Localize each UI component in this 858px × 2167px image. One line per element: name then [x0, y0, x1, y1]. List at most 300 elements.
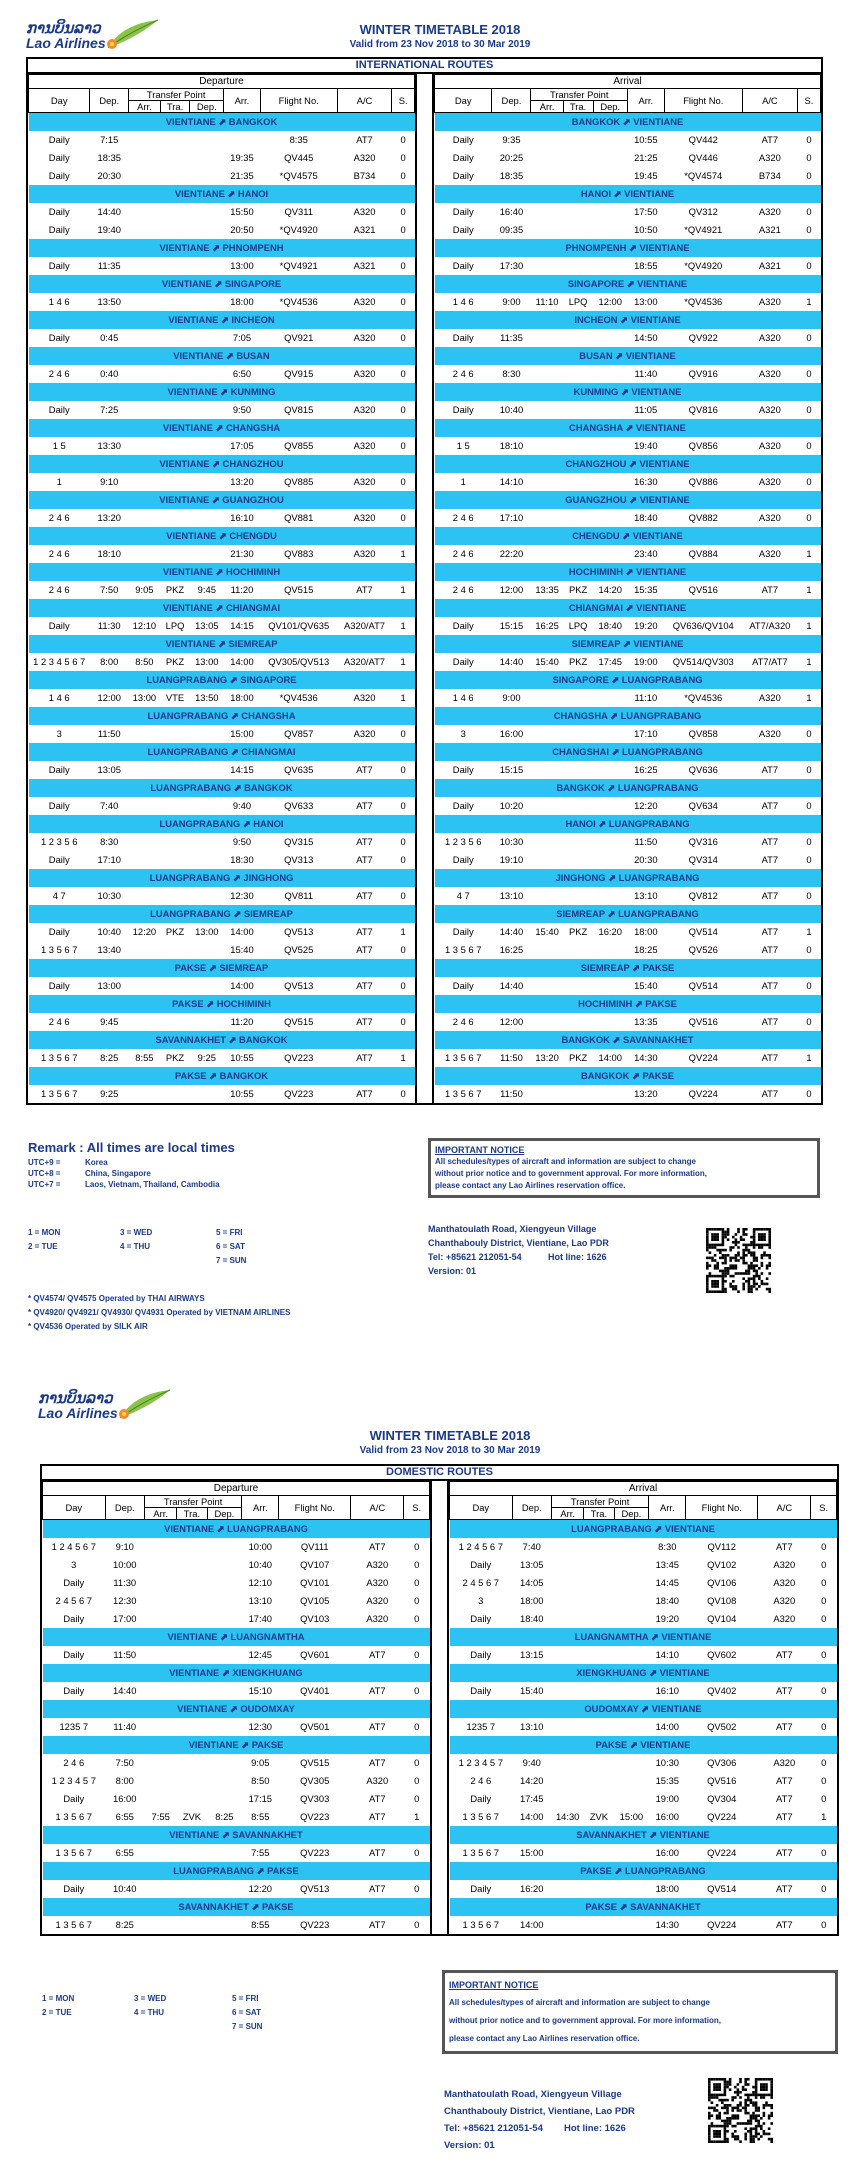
domestic-heading: DOMESTIC ROUTES — [42, 1466, 837, 1481]
cell-transfer-arr — [531, 365, 563, 383]
cell-transfer-point — [177, 1574, 207, 1592]
cell-arr: 9:50 — [232, 404, 252, 415]
col-transfer-arr: Arr. — [129, 101, 161, 113]
flight-row — [435, 887, 821, 905]
cell-arr: 13:20 — [634, 1088, 658, 1099]
cell-transfer-dep — [190, 149, 224, 167]
cell-transfer-dep: 12:00 — [598, 296, 622, 307]
cell-arr: 9:40 — [232, 800, 252, 811]
cell-arr: 12:30 — [230, 890, 254, 901]
col-transfer-dep: Dep. — [207, 1508, 242, 1520]
cell-arr: 6:50 — [232, 368, 252, 379]
cell-aircraft: AT7 — [761, 134, 779, 145]
cell-aircraft: A320 — [353, 296, 376, 307]
cell-flight-no: QV515 — [284, 1016, 314, 1027]
cell-dep: 16:00 — [499, 728, 524, 739]
cell-arr: 18:00 — [634, 926, 658, 937]
cell-dep: 12:00 — [499, 584, 524, 595]
cell-dep: 14:40 — [499, 926, 524, 937]
cell-transfer-point — [563, 725, 593, 743]
cell-arr: 10:00 — [248, 1541, 273, 1552]
flight-row — [29, 437, 415, 455]
dom-departure-body — [43, 1520, 430, 1934]
cell-transfer-point — [177, 1610, 207, 1628]
cell-dep: 11:50 — [97, 728, 121, 739]
cell-arr: 18:40 — [655, 1595, 680, 1606]
cell-day: 2 4 6 — [452, 584, 474, 595]
cell-stops: 0 — [414, 1613, 420, 1624]
cell-day: 2 4 6 — [48, 584, 70, 595]
cell-dep: 0:40 — [100, 368, 119, 379]
cell-flight-no: QV315 — [284, 836, 314, 847]
cell-transfer-arr — [129, 257, 161, 275]
cell-transfer-dep — [190, 833, 224, 851]
cell-aircraft: AT7 — [776, 1685, 793, 1696]
logo-lao-script: ການບິນລາວ — [38, 1389, 113, 1407]
dom-departure-half — [42, 1481, 432, 1934]
timetable-title — [300, 1428, 600, 1456]
address-block — [428, 1222, 688, 1278]
cell-flight-no: QV858 — [688, 728, 718, 739]
cell-arr: 14:45 — [655, 1577, 680, 1588]
cell-transfer-arr — [531, 473, 563, 491]
cell-aircraft: A320 — [366, 1577, 389, 1588]
cell-arr: 14:15 — [230, 620, 254, 631]
cell-transfer-arr — [129, 131, 161, 149]
flight-row — [435, 797, 821, 815]
cell-transfer-point — [584, 1682, 614, 1700]
cell-transfer-arr — [129, 329, 161, 347]
cell-transfer-arr — [531, 977, 563, 995]
cell-flight-no: QV602 — [707, 1649, 737, 1660]
cell-dep: 17:45 — [520, 1793, 544, 1804]
flight-row — [29, 725, 415, 743]
cell-arr: 10:50 — [634, 224, 658, 235]
cell-transfer-arr — [551, 1754, 583, 1772]
cell-day: 3 — [460, 728, 466, 739]
cell-transfer-point — [160, 365, 190, 383]
route-header-row — [29, 563, 415, 581]
cell-transfer-arr — [531, 401, 563, 419]
cell-arr: 14:50 — [634, 332, 658, 343]
cell-dep: 14:00 — [520, 1919, 544, 1930]
col-transfer-dep: Dep. — [593, 101, 627, 113]
col-ac: A/C — [351, 1496, 404, 1520]
cell-aircraft: AT7 — [776, 1847, 793, 1858]
cell-flight-no: *QV4921 — [684, 224, 723, 235]
route-header-row — [435, 743, 821, 761]
route-name: VIENTIANE ⬈ CHIANGMAI — [29, 599, 415, 617]
cell-transfer-dep: 9:25 — [197, 1052, 216, 1063]
cell-transfer-arr — [144, 1538, 176, 1556]
cell-transfer-dep — [190, 725, 224, 743]
cell-transfer-arr — [531, 329, 563, 347]
cell-day: Daily — [452, 404, 474, 415]
cell-dep: 22:20 — [499, 548, 524, 559]
cell-day: 1 3 5 6 7 — [55, 1811, 93, 1822]
cell-transfer-dep — [614, 1844, 649, 1862]
logo-lao-script: ການບິນລາວ — [26, 19, 101, 37]
cell-stops: 0 — [400, 368, 406, 379]
flight-row — [450, 1610, 837, 1628]
cell-stops: 0 — [806, 134, 812, 145]
utc-countries: Laos, Vietnam, Thailand, Cambodia — [85, 1180, 220, 1189]
route-name: PAKSE ⬈ BANGKOK — [29, 1067, 415, 1085]
cell-stops: 0 — [400, 1016, 406, 1027]
cell-transfer-point — [563, 329, 593, 347]
cell-day: 1 3 5 6 7 — [40, 1088, 78, 1099]
cell-flight-no: QV636/QV104 — [672, 620, 734, 631]
cell-flight-no: QV303 — [300, 1793, 330, 1804]
cell-flight-no: QV311 — [284, 206, 313, 217]
cell-aircraft: AT7 — [761, 800, 779, 811]
cell-dep: 14:40 — [113, 1685, 137, 1696]
cell-arr: 14:00 — [230, 980, 254, 991]
dom-departure-table — [42, 1481, 430, 1934]
cell-aircraft: AT7 — [356, 800, 373, 811]
cell-dep: 18:10 — [499, 440, 524, 451]
remark-block — [28, 1142, 408, 1190]
cell-transfer-point — [584, 1646, 614, 1664]
cell-transfer-dep — [190, 545, 224, 563]
day-legend-col — [216, 1226, 246, 1268]
cell-aircraft: AT7 — [369, 1649, 386, 1660]
cell-dep: 9:10 — [115, 1541, 134, 1552]
cell-stops: 0 — [821, 1649, 827, 1660]
utc-row — [28, 1157, 408, 1168]
cell-aircraft: A320/AT7 — [344, 620, 386, 631]
route-name: LUANGPRABANG ⬈ PAKSE — [43, 1862, 430, 1880]
cell-transfer-point — [160, 545, 190, 563]
route-name: PHNOMPENH ⬈ VIENTIANE — [435, 239, 821, 257]
telephone: Tel: +85621 212051-54 — [444, 2123, 543, 2134]
validity-text: Valid from 23 Nov 2018 to 30 Mar 2019 — [349, 39, 531, 50]
cell-aircraft: A320 — [353, 152, 376, 163]
day-legend — [42, 1992, 342, 2052]
route-name: CHANGZHOU ⬈ VIENTIANE — [435, 455, 821, 473]
logo-name: Lao Airlines — [38, 1405, 118, 1421]
cell-transfer-dep: 16:20 — [598, 926, 622, 937]
cell-transfer-arr — [129, 887, 161, 905]
route-header-row — [435, 1067, 821, 1085]
route-header-row — [435, 185, 821, 203]
cell-stops: 0 — [400, 332, 406, 343]
cell-arr: 18:25 — [634, 944, 658, 955]
flight-row — [29, 941, 415, 959]
cell-dep: 10:30 — [97, 890, 121, 901]
route-name: BANGKOK ⬈ LUANGPRABANG — [435, 779, 821, 797]
route-name: LUANGPRABANG ⬈ CHANGSHA — [29, 707, 415, 725]
cell-stops: 1 — [400, 584, 406, 595]
intl-arrival-body — [435, 113, 821, 1103]
cell-aircraft: A320 — [758, 206, 781, 217]
cell-arr — [224, 131, 260, 149]
cell-stops: 0 — [400, 152, 406, 163]
cell-flight-no: QV811 — [284, 890, 313, 901]
cell-transfer-dep — [614, 1592, 649, 1610]
cell-dep: 9:45 — [100, 1016, 119, 1027]
cell-day: Daily — [63, 1883, 85, 1894]
cell-transfer-arr — [531, 1085, 563, 1103]
route-header-row — [435, 563, 821, 581]
cell-transfer-arr: 8:55 — [135, 1052, 154, 1063]
cell-transfer-point — [563, 131, 593, 149]
cell-day: 1 3 5 6 7 — [462, 1811, 500, 1822]
route-header-row — [29, 635, 415, 653]
route-name: XIENGKHUANG ⬈ VIENTIANE — [450, 1664, 837, 1682]
cell-day: 1 — [56, 476, 62, 487]
flight-row — [435, 257, 821, 275]
col-day: Day — [43, 1496, 106, 1520]
cell-aircraft: AT7 — [761, 944, 779, 955]
cell-arr: 19:00 — [655, 1793, 680, 1804]
footnote: * QV4574/ QV4575 Operated by THAI AIRWAYS — [28, 1294, 205, 1303]
cell-transfer-point — [160, 761, 190, 779]
cell-flight-no: QV884 — [688, 548, 718, 559]
route-name: VIENTIANE ⬈ HANOI — [29, 185, 415, 203]
cell-flight-no: QV881 — [284, 512, 314, 523]
cell-day: Daily — [63, 1577, 85, 1588]
cell-flight-no: QV101 — [300, 1577, 330, 1588]
cell-stops: 0 — [400, 170, 406, 181]
cell-transfer-point — [160, 833, 190, 851]
champa-flower-icon — [100, 18, 160, 52]
cell-flight-no: QV102 — [707, 1559, 737, 1570]
cell-flight-no: QV442 — [688, 134, 718, 145]
route-name: SIEMREAP ⬈ PAKSE — [435, 959, 821, 977]
flight-row — [43, 1844, 430, 1862]
route-name: HANOI ⬈ LUANGPRABANG — [435, 815, 821, 833]
cell-flight-no: QV516 — [688, 1016, 718, 1027]
cell-dep: 14:40 — [499, 980, 524, 991]
cell-day: Daily — [48, 206, 70, 217]
cell-transfer-point: PKZ — [568, 584, 588, 595]
cell-transfer-arr: 8:50 — [135, 656, 154, 667]
flight-row — [435, 365, 821, 383]
cell-arr: 10:30 — [655, 1757, 680, 1768]
route-header-row — [435, 1031, 821, 1049]
cell-aircraft: AT7 — [761, 584, 779, 595]
cell-day: 2 4 6 — [48, 512, 70, 523]
cell-flight-no: QV223 — [300, 1847, 330, 1858]
cell-stops: 0 — [400, 800, 406, 811]
cell-day: 1 2 4 5 6 7 — [51, 1541, 96, 1552]
route-header-row — [29, 869, 415, 887]
cell-arr: 7:05 — [232, 332, 252, 343]
route-header-row — [29, 1031, 415, 1049]
cell-transfer-point: LPQ — [568, 620, 588, 631]
cell-stops: 0 — [806, 332, 812, 343]
telephone: Tel: +85621 212051-54 — [428, 1252, 522, 1262]
route-header-row — [29, 959, 415, 977]
cell-aircraft: A321 — [353, 224, 376, 235]
col-flight: Flight No. — [686, 1496, 758, 1520]
cell-day: 1 3 5 6 7 — [55, 1847, 93, 1858]
cell-transfer-arr — [551, 1610, 583, 1628]
route-header-row — [29, 1067, 415, 1085]
col-dep: Dep. — [105, 1496, 144, 1520]
title-text: WINTER TIMETABLE 2018 — [369, 1428, 531, 1443]
cell-day: 1 3 5 6 7 — [444, 1088, 482, 1099]
cell-arr: 18:40 — [634, 512, 658, 523]
cell-aircraft: A320 — [353, 206, 376, 217]
cell-day: Daily — [470, 1613, 492, 1624]
notice-heading: IMPORTANT NOTICE — [449, 1980, 539, 1990]
cell-day: 2 4 6 — [63, 1757, 85, 1768]
cell-stops: 1 — [400, 1052, 406, 1063]
route-name: LUANGPRABANG ⬈ VIENTIANE — [450, 1520, 837, 1538]
col-dep: Dep. — [512, 1496, 551, 1520]
cell-transfer-point — [584, 1574, 614, 1592]
champa-flower-icon — [112, 1388, 172, 1422]
flight-row — [29, 257, 415, 275]
cell-flight-no: QV916 — [688, 368, 718, 379]
cell-transfer-point — [160, 293, 190, 311]
route-header-row — [435, 779, 821, 797]
cell-flight-no: QV525 — [284, 944, 314, 955]
cell-stops: 0 — [806, 728, 812, 739]
cell-transfer-dep: 13:05 — [195, 620, 219, 631]
cell-transfer-dep — [614, 1646, 649, 1664]
day-legend-col — [42, 1992, 74, 2020]
version: Version: 01 — [444, 2140, 495, 2151]
cell-transfer-arr — [129, 977, 161, 995]
cell-transfer-dep — [614, 1574, 649, 1592]
cell-flight-no: QV856 — [688, 440, 718, 451]
qr-pattern — [706, 1228, 771, 1293]
day-legend-col — [28, 1226, 60, 1254]
cell-flight-no: *QV4575 — [279, 170, 318, 181]
cell-arr: 19:20 — [655, 1613, 680, 1624]
cell-transfer-dep — [614, 1538, 649, 1556]
route-header-row — [450, 1898, 837, 1916]
cell-day: Daily — [452, 260, 474, 271]
utc-label: UTC+9 = — [28, 1158, 61, 1167]
cell-transfer-dep — [614, 1772, 649, 1790]
hotline: Hot line: 1626 — [548, 1252, 607, 1262]
cell-stops: 0 — [414, 1649, 420, 1660]
cell-transfer-arr — [144, 1916, 176, 1934]
cell-dep: 13:00 — [97, 980, 121, 991]
route-header-row — [435, 455, 821, 473]
route-header-row — [450, 1628, 837, 1646]
cell-transfer-dep — [593, 221, 627, 239]
flight-row — [435, 725, 821, 743]
route-name: CHANGSHA ⬈ VIENTIANE — [435, 419, 821, 437]
cell-arr: 17:40 — [248, 1613, 273, 1624]
cell-day: 2 4 6 — [48, 548, 70, 559]
cell-transfer-arr — [144, 1790, 176, 1808]
cell-day: Daily — [48, 260, 70, 271]
cell-dep: 10:00 — [113, 1559, 137, 1570]
cell-arr: 15:40 — [230, 944, 254, 955]
route-header-row — [29, 905, 415, 923]
cell-transfer-dep — [207, 1682, 242, 1700]
cell-transfer-arr — [144, 1682, 176, 1700]
cell-transfer-point — [563, 689, 593, 707]
cell-transfer-arr — [531, 1013, 563, 1031]
address-line: Manthatoulath Road, Xiengyeun Village — [428, 1224, 597, 1234]
cell-stops: 0 — [400, 836, 406, 847]
cell-stops: 0 — [400, 890, 406, 901]
cell-flight-no: *QV4536 — [684, 296, 723, 307]
cell-transfer-dep — [190, 1013, 224, 1031]
cell-flight-no: QV445 — [284, 152, 314, 163]
cell-dep: 14:05 — [520, 1577, 544, 1588]
cell-dep: 13:40 — [97, 944, 121, 955]
cell-dep: 11:30 — [97, 620, 121, 631]
cell-arr: 8:55 — [251, 1919, 270, 1930]
cell-dep: 7:50 — [115, 1757, 134, 1768]
cell-dep: 17:10 — [97, 854, 121, 865]
route-header-row — [29, 455, 415, 473]
cell-arr: 12:45 — [248, 1649, 273, 1660]
cell-day: 1 4 6 — [452, 692, 474, 703]
cell-dep: 11:50 — [500, 1052, 523, 1063]
cell-transfer-dep — [207, 1592, 242, 1610]
cell-dep: 13:10 — [499, 890, 524, 901]
route-name: GUANGZHOU ⬈ VIENTIANE — [435, 491, 821, 509]
cell-stops: 0 — [414, 1883, 420, 1894]
cell-transfer-arr — [144, 1880, 176, 1898]
cell-transfer-arr — [531, 545, 563, 563]
cell-day: 1 5 — [52, 440, 66, 451]
cell-arr: 15:40 — [634, 980, 658, 991]
cell-arr: 21:30 — [230, 548, 254, 559]
cell-stops: 0 — [400, 476, 406, 487]
logo-name: Lao Airlines — [26, 35, 106, 51]
cell-aircraft: AT7 — [356, 1088, 373, 1099]
route-header-row — [43, 1520, 430, 1538]
cell-aircraft: A320 — [758, 512, 781, 523]
route-name: VIENTIANE ⬈ OUDOMXAY — [43, 1700, 430, 1718]
cell-stops: 0 — [414, 1685, 420, 1696]
cell-transfer-arr: 16:25 — [535, 620, 559, 631]
col-dep: Dep. — [492, 89, 531, 113]
cell-arr: 18:00 — [655, 1883, 680, 1894]
flight-row — [435, 689, 821, 707]
route-header-row — [435, 995, 821, 1013]
cell-aircraft: A320 — [366, 1775, 389, 1786]
flight-row — [29, 167, 415, 185]
cell-aircraft: AT7 — [369, 1847, 386, 1858]
cell-flight-no: QV224 — [688, 1052, 718, 1063]
cell-transfer-dep — [593, 689, 627, 707]
notice-line: All schedules/types of aircraft and information are subject to change — [449, 1998, 710, 2007]
route-header-row — [435, 347, 821, 365]
cell-arr: 7:55 — [251, 1847, 270, 1858]
col-dep: Dep. — [90, 89, 129, 113]
flight-row — [29, 293, 415, 311]
cell-aircraft: AT7 — [776, 1883, 793, 1894]
cell-aircraft: AT7 — [761, 980, 779, 991]
cell-arr: 14:30 — [655, 1919, 680, 1930]
cell-transfer-point — [584, 1592, 614, 1610]
cell-dep: 15:00 — [520, 1847, 544, 1858]
cell-arr: 18:55 — [634, 260, 658, 271]
cell-transfer-point — [584, 1610, 614, 1628]
route-header-row — [43, 1898, 430, 1916]
cell-flight-no: QV108 — [707, 1595, 737, 1606]
cell-arr: 15:10 — [248, 1685, 273, 1696]
cell-arr: 13:00 — [230, 260, 254, 271]
cell-flight-no: QV111 — [300, 1541, 329, 1552]
cell-dep: 11:35 — [97, 260, 121, 271]
route-header-row — [43, 1664, 430, 1682]
cell-transfer-point: PKZ — [165, 656, 185, 667]
day-sat: 6 = SAT — [216, 1242, 245, 1251]
cell-transfer-dep — [190, 509, 224, 527]
